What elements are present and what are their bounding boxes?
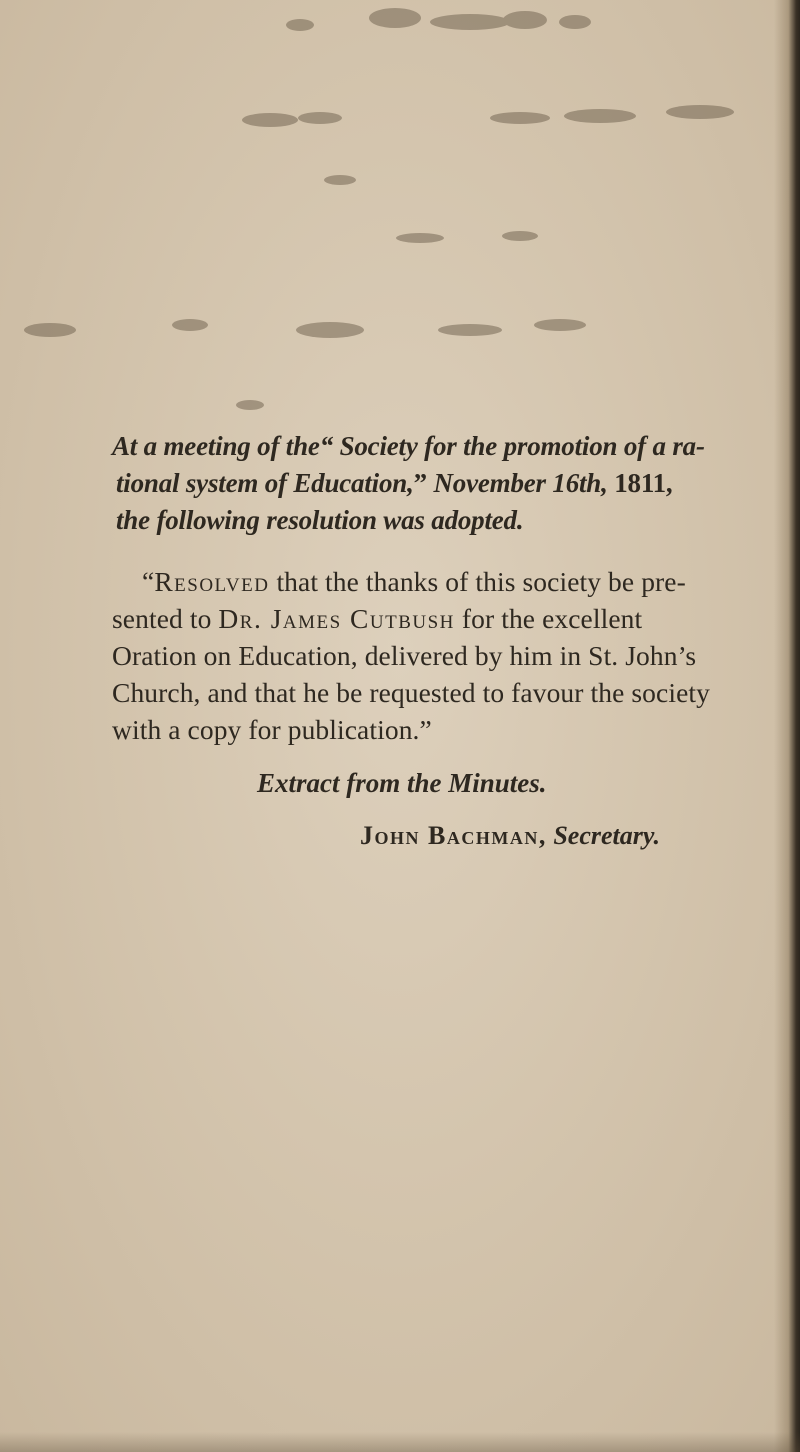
opening-quote: “ [319, 431, 334, 461]
resolution-text: Oration on Education, delivered by him in St. John’s [112, 640, 697, 671]
closing-quote: ” [413, 468, 427, 498]
page-bottom-shadow [0, 1432, 800, 1452]
resolved-keyword: Resolved [154, 566, 270, 597]
heading-date: November 16th, [426, 468, 608, 498]
resolution-line-3 [112, 637, 772, 674]
resolution-line-1 [142, 563, 772, 600]
resolution-text: for the excellent [454, 603, 643, 634]
resolution-line-2 [112, 600, 772, 637]
heading-line-2 [116, 465, 772, 502]
heading-society-name: Society for the promotion of a ra- [333, 431, 705, 461]
resolution-text: with a copy for publication.” [112, 714, 432, 745]
resolution-line-5 [112, 711, 772, 748]
page-edge-shadow [774, 0, 800, 1452]
heading-education: tional system of Education, [116, 468, 414, 498]
bleed-through-marks [0, 0, 800, 420]
extract-line: Extract from the Minutes. [257, 768, 547, 798]
secretary-name: John Bachman, [360, 821, 547, 850]
resolution-text: that the thanks of this society be pre- [269, 566, 686, 597]
heading-year: 1811, [607, 468, 673, 498]
heading-line-1 [112, 428, 772, 465]
resolution-text: Church, and that he be requested to favour the society [112, 677, 710, 708]
signature-line [360, 817, 772, 854]
secretary-title: Secretary. [546, 821, 660, 850]
orator-name: Dr. James Cutbush [218, 603, 455, 634]
resolution-open-quote: “ [142, 566, 155, 597]
resolution-line-4 [112, 674, 772, 711]
heading-line-3 [116, 502, 772, 539]
resolution-text: sented to [112, 603, 219, 634]
heading-adopted: the following resolution was adopted. [116, 505, 524, 535]
resolution-text-block [112, 428, 772, 854]
heading-prefix: At a meeting of the [112, 431, 320, 461]
